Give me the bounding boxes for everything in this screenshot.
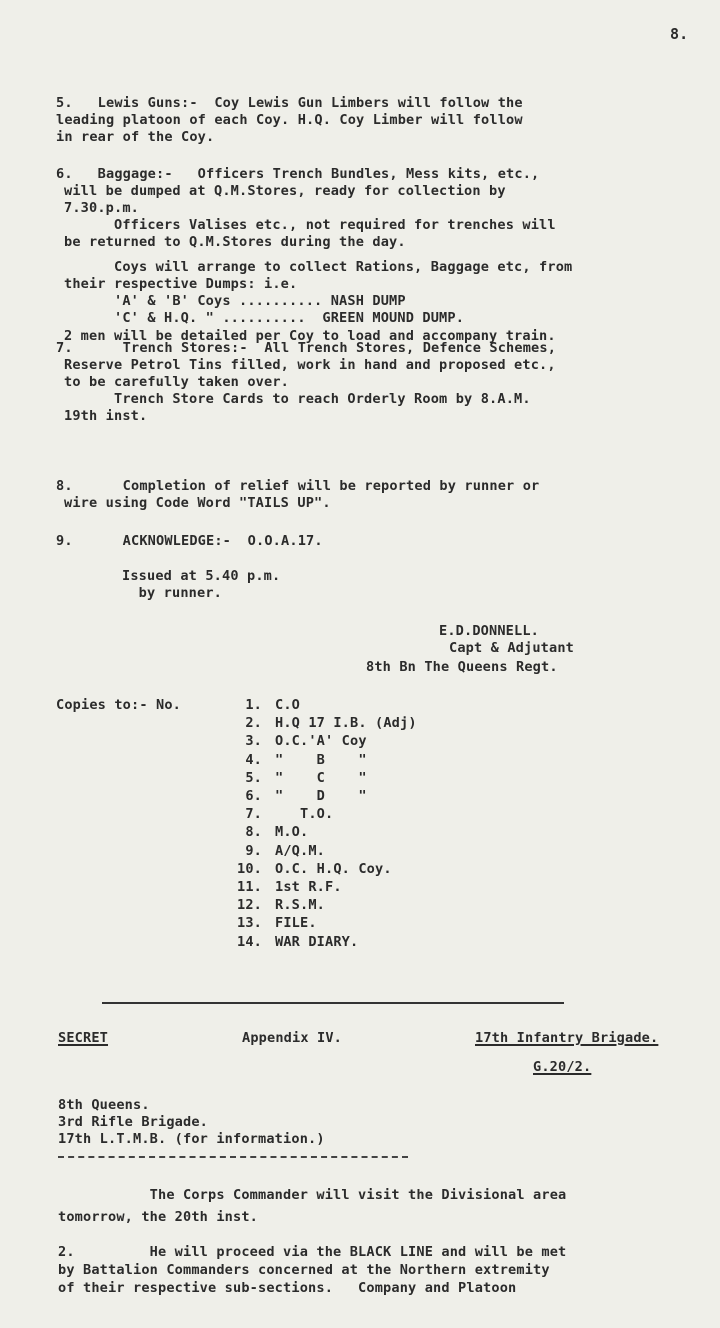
copy-recipient: A/Q.M. (275, 842, 326, 859)
para9-acknowledge: 9. ACKNOWLEDGE:- O.O.A.17. (56, 533, 323, 549)
copy-recipient: C.O (275, 697, 301, 713)
para8-line2: wire using Code Word "TAILS UP". (64, 495, 331, 511)
copy-recipient: O.C.'A' Coy (275, 733, 367, 750)
copy-number: 2. (245, 715, 262, 732)
copy-number: 1. (245, 697, 262, 713)
para6-line4: Officers Valises etc., not required for trenches will (64, 217, 556, 233)
copy-number: 4. (245, 751, 262, 768)
copy-recipient: WAR DIARY. (275, 933, 359, 950)
brigade-name: 17th Infantry Brigade. (475, 1030, 659, 1046)
copy-recipient: H.Q 17 I.B. (Adj) (275, 715, 417, 732)
recipient-2: 3rd Rifle Brigade. (58, 1114, 209, 1130)
memo-body1-line1: The Corps Commander will visit the Divisional area (58, 1187, 567, 1203)
copies-label: Copies to:- No. (56, 697, 182, 713)
copy-recipient: M.O. (275, 824, 309, 841)
copy-number: 9. (245, 842, 262, 859)
copy-recipient: " D " (275, 788, 367, 804)
para7-line3: to be carefully taken over. (64, 374, 290, 390)
memo-reference: G.20/2. (533, 1059, 592, 1075)
recipient-1: 8th Queens. (58, 1097, 150, 1113)
secret-marking: SECRET (58, 1030, 109, 1046)
section-divider (102, 1002, 564, 1004)
copy-recipient: R.S.M. (275, 897, 326, 914)
signature-name: E.D.DONNELL. (439, 623, 540, 639)
recipient-3: 17th L.T.M.B. (for information.) (58, 1131, 325, 1147)
copy-number: 11. (236, 879, 262, 895)
recipients-underline (58, 1156, 408, 1158)
copy-number: 8. (245, 824, 262, 841)
issued-method: by runner. (122, 585, 223, 601)
para6-line10: 2 men will be detailed per Coy to load and accompany train. (64, 328, 556, 344)
page-number: 8. (670, 25, 689, 43)
para5-line2: leading platoon of each Coy. H.Q. Coy Limber will follow (56, 112, 523, 128)
memo-body2-line2: by Battalion Commanders concerned at the Northern extremity (58, 1262, 550, 1278)
para7-line4: Trench Store Cards to reach Orderly Room by 8.A.M. (64, 391, 531, 407)
copy-recipient: " C " (275, 769, 367, 786)
copy-number: 3. (245, 733, 262, 750)
para6-line3: 7.30.p.m. (64, 200, 140, 216)
para6-line5: be returned to Q.M.Stores during the day. (64, 234, 406, 250)
para8-line1: 8. Completion of relief will be reported by runner or (56, 478, 540, 494)
copy-number: 14. (236, 933, 262, 950)
copy-number: 12. (236, 897, 262, 914)
copy-recipient: 1st R.F. (275, 879, 342, 895)
appendix-title: Appendix IV. (242, 1030, 343, 1046)
para7-line1: 7. Trench Stores:- All Trench Stores, Defence Schemes, (56, 340, 557, 356)
para6-line6: Coys will arrange to collect Rations, Baggage etc, from (64, 259, 573, 275)
copy-recipient: O.C. H.Q. Coy. (275, 860, 392, 877)
copy-number: 10. (236, 860, 262, 877)
para7-line5: 19th inst. (64, 408, 148, 424)
para6-line7: their respective Dumps: i.e. (64, 276, 298, 292)
para7-line2: Reserve Petrol Tins filled, work in hand and proposed etc., (64, 357, 556, 373)
copy-recipient: T.O. (275, 806, 334, 823)
para5-line3: in rear of the Coy. (56, 129, 215, 145)
memo-body2-line1: 2. He will proceed via the BLACK LINE and will be met (58, 1244, 567, 1260)
signature-unit: 8th Bn The Queens Regt. (366, 659, 558, 675)
para5-line1: 5. Lewis Guns:- Coy Lewis Gun Limbers will follow the (56, 95, 523, 111)
para6-line9: 'C' & H.Q. " .......... GREEN MOUND DUMP. (64, 310, 465, 326)
copy-number: 6. (245, 788, 262, 804)
copy-recipient: FILE. (275, 915, 317, 932)
issued-time: Issued at 5.40 p.m. (122, 568, 281, 584)
para6-line1: 6. Baggage:- Officers Trench Bundles, Mess kits, etc., (56, 166, 540, 182)
para6-line8: 'A' & 'B' Coys .......... NASH DUMP (64, 293, 406, 309)
copy-number: 7. (245, 806, 262, 823)
para6-line2: will be dumped at Q.M.Stores, ready for collection by (64, 183, 506, 199)
copy-recipient: " B " (275, 751, 367, 768)
memo-body2-line3: of their respective sub-sections. Company and Platoon (58, 1280, 517, 1296)
copy-number: 13. (236, 915, 262, 932)
signature-rank: Capt & Adjutant (449, 640, 575, 656)
copy-number: 5. (245, 769, 262, 786)
memo-body1-line2: tomorrow, the 20th inst. (58, 1209, 259, 1225)
